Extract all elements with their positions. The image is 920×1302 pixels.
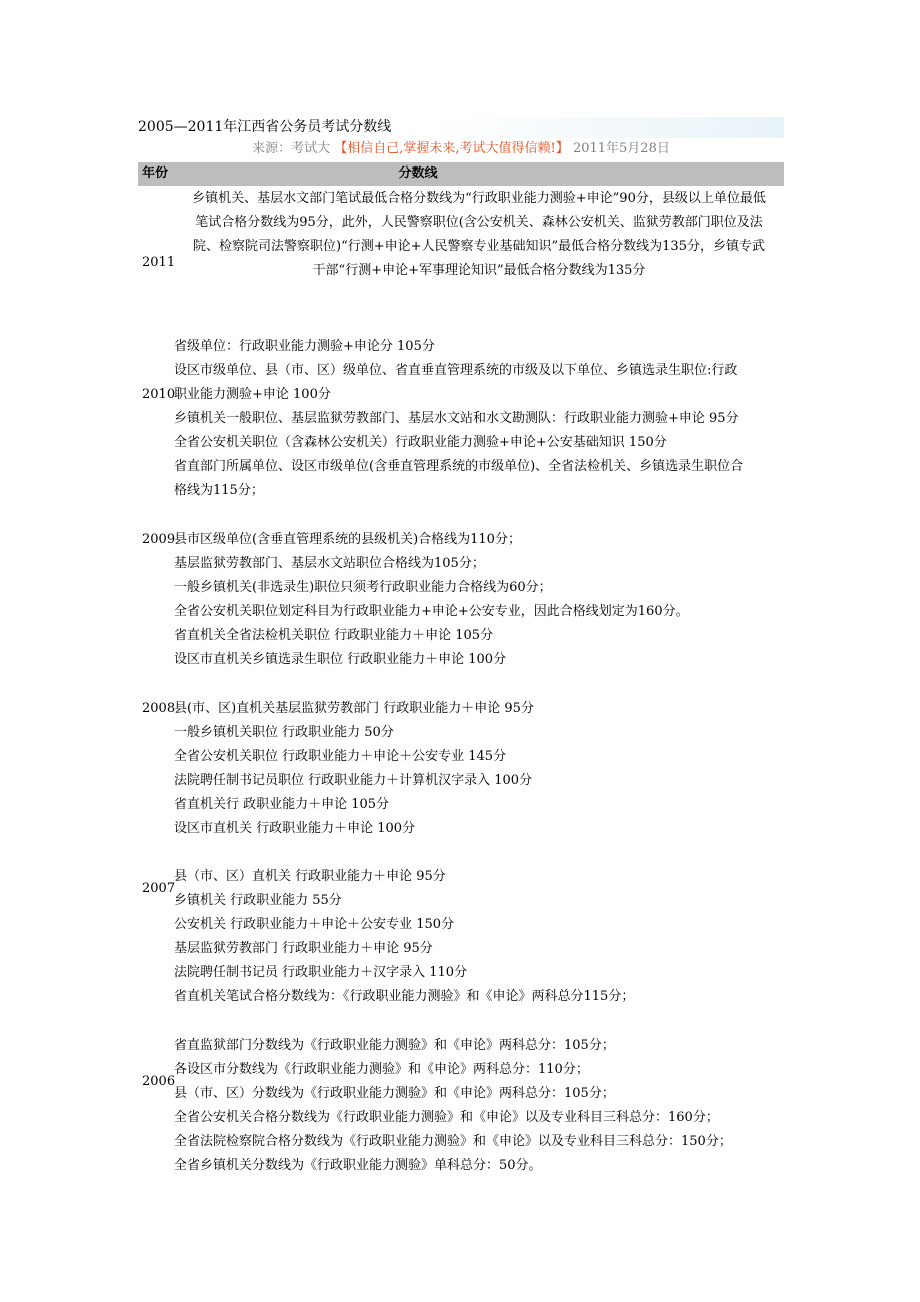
source-date: 2011年5月28日 xyxy=(572,141,670,156)
row-year: 2009 xyxy=(142,532,176,547)
row-line: 基层监狱劳教部门 行政职业能力＋申论 95分 xyxy=(174,941,433,956)
row-year: 2011 xyxy=(142,255,176,270)
row-line: 全省公安机关职位（含森林公安机关）行政职业能力测验+申论+公安基础知识 150分 xyxy=(174,435,667,450)
source-label: 来源：考试大 xyxy=(252,141,331,156)
row-line: 县（市、区）直机关 行政职业能力＋申论 95分 xyxy=(174,869,446,884)
row-year: 2007 xyxy=(142,881,176,896)
row-line: 乡镇机关、基层水文部门笔试最低合格分数线为“行政职业能力测验+申论”90分，县级以上单位最低 xyxy=(192,191,766,206)
row-line: 各设区市分数线为《行政职业能力测验》和《申论》两科总分：110分； xyxy=(174,1062,589,1077)
row-line: 设区市直机关乡镇选录生职位 行政职业能力＋申论 100分 xyxy=(174,652,507,667)
row-line: 设区市级单位、县（市、区）级单位、省直垂直管理系统的市级及以下单位、乡镇选录生职位:行政 xyxy=(174,363,738,378)
row-line: 全省公安机关合格分数线为《行政职业能力测验》和《申论》以及专业科目三科总分：160分； xyxy=(174,1110,719,1125)
row-content xyxy=(174,187,784,283)
row-line: 省直监狱部门分数线为《行政职业能力测验》和《申论》两科总分：105分； xyxy=(174,1038,615,1053)
header-year: 年份 xyxy=(142,166,169,181)
row-line: 县（市、区）分数线为《行政职业能力测验》和《申论》两科总分：105分； xyxy=(174,1086,615,1101)
header-score: 分数线 xyxy=(398,166,438,181)
row-line: 基层监狱劳教部门、基层水文站职位合格线为105分； xyxy=(174,556,485,571)
row-content xyxy=(174,865,784,1009)
row-line: 干部“行测+申论+军事理论知识”最低合格分数线为135分 xyxy=(312,263,646,278)
row-line: 省直机关笔试合格分数线为：《行政职业能力测验》和《申论》两科总分115分； xyxy=(174,989,635,1004)
row-line: 省直部门所属单位、设区市级单位(含垂直管理系统的市级单位)、全省法检机关、乡镇选录生职位合 xyxy=(174,459,744,474)
row-line: 笔试合格分数线为95分，此外，人民警察职位(含公安机关、森林公安机关、监狱劳教部门职位及法 xyxy=(195,215,763,230)
row-line: 省直机关行 政职业能力＋申论 105分 xyxy=(174,797,390,812)
row-content xyxy=(174,335,784,503)
row-line: 设区市直机关 行政职业能力＋申论 100分 xyxy=(174,821,416,836)
row-year: 2010 xyxy=(142,387,176,402)
source-slogan: 【相信自己,掌握未来,考试大值得信赖!】 xyxy=(334,141,569,156)
row-line: 县市区级单位(含垂直管理系统的县级机关)合格线为110分； xyxy=(174,532,521,547)
row-content xyxy=(174,528,784,672)
row-line: 职业能力测验+申论 100分 xyxy=(174,387,331,402)
row-content xyxy=(174,697,784,841)
row-line: 全省公安机关职位划定科目为行政职业能力+申论+公安专业，因此合格线划定为160分。 xyxy=(174,604,689,619)
row-line: 格线为115分； xyxy=(174,483,264,498)
row-line: 全省乡镇机关分数线为《行政职业能力测验》单科总分：50分。 xyxy=(174,1158,542,1173)
row-line: 一般乡镇机关(非选录生)职位只须考行政职业能力合格线为60分； xyxy=(174,580,552,595)
row-line: 院、检察院司法警察职位)“行测+申论+人民警察专业基础知识”最低合格分数线为135分，乡镇专武 xyxy=(193,239,765,254)
row-line: 法院聘任制书记员职位 行政职业能力＋计算机汉字录入 100分 xyxy=(174,773,533,788)
row-line: 省直机关全省法检机关职位 行政职业能力＋申论 105分 xyxy=(174,628,494,643)
row-line: 全省公安机关职位 行政职业能力＋申论＋公安专业 145分 xyxy=(174,749,507,764)
row-line: 省级单位：行政职业能力测验+申论分 105分 xyxy=(174,339,435,354)
page-title: 2005—2011年江西省公务员考试分数线 xyxy=(138,117,784,138)
row-year: 2006 xyxy=(142,1074,176,1089)
table-header xyxy=(138,162,784,186)
row-line: 公安机关 行政职业能力＋申论＋公安专业 150分 xyxy=(174,917,455,932)
row-line: 乡镇机关一般职位、基层监狱劳教部门、基层水文站和水文勘测队：行政职业能力测验+申论 95分 xyxy=(174,411,739,426)
source-line xyxy=(138,138,784,160)
row-line: 全省法院检察院合格分数线为《行政职业能力测验》和《申论》以及专业科目三科总分：150分； xyxy=(174,1134,732,1149)
row-line: 乡镇机关 行政职业能力 55分 xyxy=(174,893,342,908)
row-line: 县(市、区)直机关基层监狱劳教部门 行政职业能力＋申论 95分 xyxy=(174,701,534,716)
row-line: 一般乡镇机关职位 行政职业能力 50分 xyxy=(174,725,394,740)
row-line: 法院聘任制书记员 行政职业能力＋汉字录入 110分 xyxy=(174,965,468,980)
row-content xyxy=(174,1034,784,1178)
row-year: 2008 xyxy=(142,701,176,716)
